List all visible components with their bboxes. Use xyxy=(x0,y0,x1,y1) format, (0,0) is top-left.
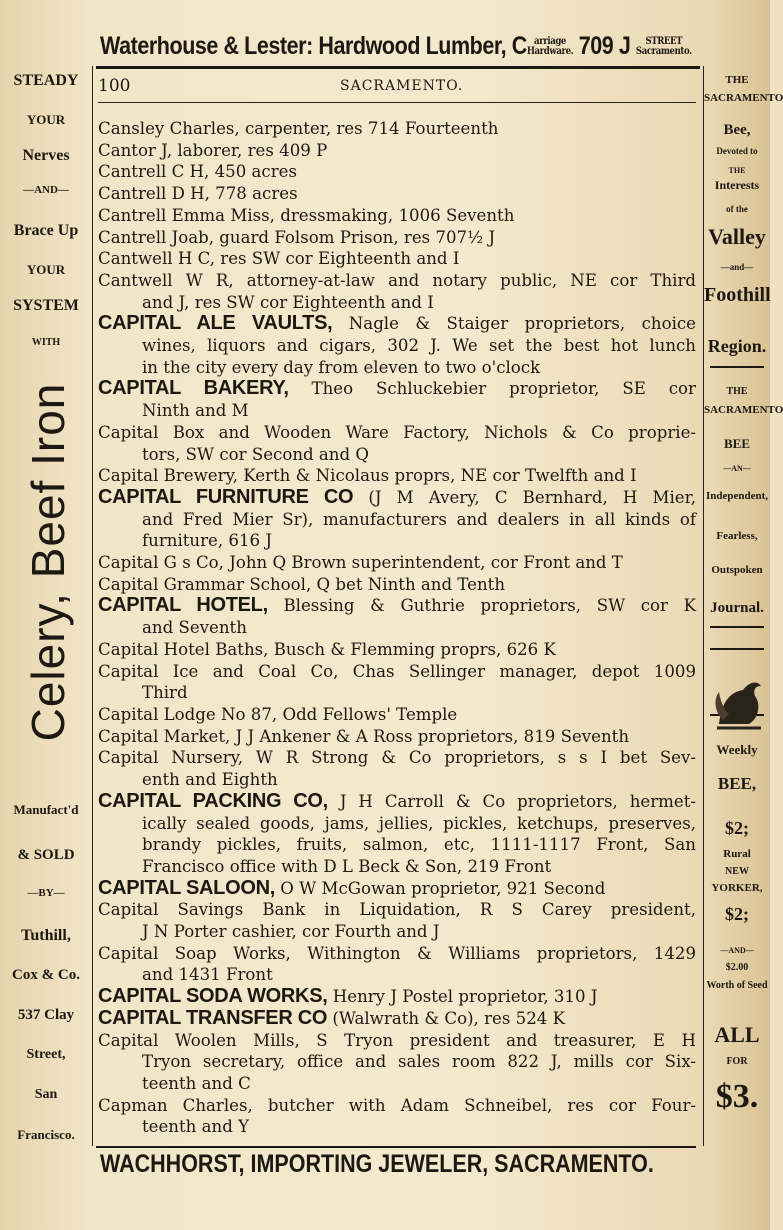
entry-text: Capital Box and Wooden Ware Factory, Nichols & Co proprie- xyxy=(98,422,696,442)
entry-text: Capital Market, J J Ankener & A Ross proprietors, 819 Seventh xyxy=(98,726,630,746)
entry-first-line xyxy=(98,943,696,965)
entry-first-line xyxy=(98,791,696,813)
directory-entry xyxy=(98,899,696,942)
entry-first-line xyxy=(98,378,696,400)
entry-text: Third xyxy=(142,683,188,703)
entry-text: in the city every day from eleven to two o'clock xyxy=(142,357,541,377)
entry-text: Tryon secretary, office and sales room 822 J, mills cor Six- xyxy=(142,1052,696,1072)
entry-first-line xyxy=(98,878,696,900)
entry-continuation-line xyxy=(98,444,696,466)
business-name: CAPITAL SODA WORKS, xyxy=(98,985,328,1008)
right-ad-line: THE xyxy=(726,386,748,397)
right-ad-line: $2; xyxy=(725,904,749,924)
top-ad-number: 709 J xyxy=(573,32,636,60)
right-ad-line: $2.00 xyxy=(725,962,749,973)
left-ad-line: Street, xyxy=(26,1047,66,1062)
right-ad-line: —AN— xyxy=(723,464,751,473)
top-ad-small-top: arriage xyxy=(534,36,566,48)
entry-first-line xyxy=(98,661,696,683)
entry-first-line xyxy=(98,183,696,205)
right-ad-line: SACRAMENTO xyxy=(704,92,783,104)
entry-text: Cantwell W R, attorney-at-law and notary public, NE cor Third xyxy=(98,270,696,290)
entry-first-line xyxy=(98,552,696,574)
entry-text: Capital Soap Works, Withington & Williams proprietors, 1429 xyxy=(98,943,696,963)
right-ad-line: Interests xyxy=(714,178,760,192)
entry-text: Capital Nursery, W R Strong & Co proprietors, s s I bet Sev- xyxy=(98,748,696,768)
directory-entry xyxy=(98,595,696,638)
entry-text: Capital Lodge No 87, Odd Fellows' Temple xyxy=(98,704,458,724)
entry-continuation-line xyxy=(98,617,696,639)
right-ad-line: THE xyxy=(728,166,746,175)
left-ad-line: —BY— xyxy=(27,887,65,899)
business-name: CAPITAL BAKERY, xyxy=(98,377,289,400)
directory-entry xyxy=(98,1008,696,1030)
top-ad-street-bottom: Sacramento. xyxy=(635,46,692,58)
running-head: SACRAMENTO. xyxy=(340,78,464,94)
entry-text: Capman Charles, butcher with Adam Schneibel, res cor Four- xyxy=(98,1095,696,1115)
business-name: CAPITAL SALOON, xyxy=(98,876,275,899)
right-ad-line: Journal. xyxy=(710,600,764,616)
directory-entry xyxy=(98,313,696,378)
entry-first-line xyxy=(98,639,696,661)
entry-text: wines, liquors and cigars, 302 J. We set the best hot lunch xyxy=(142,336,696,356)
rooster-icon xyxy=(709,674,765,732)
left-ad-line: San xyxy=(34,1087,58,1102)
business-name: CAPITAL FURNITURE CO xyxy=(98,485,354,508)
entry-text: and 1431 Front xyxy=(142,965,273,985)
right-ad-line: Fearless, xyxy=(716,530,758,542)
entry-first-line xyxy=(98,313,696,335)
entry-continuation-line xyxy=(98,335,696,357)
entry-first-line xyxy=(98,986,696,1008)
left-ad-line: 537 Clay xyxy=(17,1007,75,1023)
entry-first-line xyxy=(98,270,696,292)
left-ad-line: & SOLD xyxy=(17,847,75,863)
right-ad-line: YORKER, xyxy=(711,882,763,894)
bottom-advertisement: WACHHORST, IMPORTING JEWELER, SACRAMENTO. xyxy=(100,1150,654,1178)
entry-text: and Fred Mier Sr), manufacturers and dealers in all kinds of xyxy=(142,509,696,529)
entry-first-line xyxy=(98,704,696,726)
entry-text: brandy pickles, fruits, salmon, etc, 1111-1117 Front, San xyxy=(142,835,696,855)
business-name: CAPITAL PACKING CO, xyxy=(98,789,328,812)
left-ad-line: —AND— xyxy=(23,184,69,196)
entry-continuation-line xyxy=(98,1051,696,1073)
directory-entry xyxy=(98,161,696,183)
entry-text: Capital Savings Bank in Liquidation, R S Carey president, xyxy=(98,900,696,920)
left-ad-line: YOUR xyxy=(26,262,66,277)
entry-continuation-line xyxy=(98,856,696,878)
entry-text: Theo Schluckebier proprietor, SE cor xyxy=(288,379,696,399)
entry-first-line xyxy=(98,248,696,270)
right-ad-line: Weekly xyxy=(716,742,758,757)
entry-text: Cantrell Joab, guard Folsom Prison, res 707½ J xyxy=(98,227,496,247)
entry-first-line xyxy=(98,227,696,249)
entry-continuation-line xyxy=(98,292,696,314)
right-ad-line: Devoted to xyxy=(716,146,758,156)
top-ad-small-bottom: Hardware. xyxy=(526,46,574,58)
directory-entry xyxy=(98,205,696,227)
entry-first-line xyxy=(98,899,696,921)
right-ad-line: Bee, xyxy=(723,122,751,138)
directory-entry xyxy=(98,270,696,313)
top-ad-small-words xyxy=(527,37,573,57)
entry-continuation-line xyxy=(98,509,696,531)
directory-entry xyxy=(98,1095,696,1138)
right-ad-line: NEW xyxy=(725,866,749,877)
left-ad-line: Cox & Co. xyxy=(12,967,80,983)
right-ad-divider xyxy=(710,648,764,650)
entry-first-line xyxy=(98,422,696,444)
directory-entry xyxy=(98,574,696,596)
right-ad-line: of the xyxy=(726,204,748,214)
right-ad-line: BEE xyxy=(723,436,750,451)
entry-text: Nagle & Staiger proprietors, choice xyxy=(332,314,696,334)
right-ad-line: —AND— xyxy=(720,946,754,955)
right-ad-line: ALL xyxy=(714,1022,760,1047)
entry-text: ically sealed goods, jams, jellies, pickles, ketchups, preserves, xyxy=(142,813,696,833)
entry-text: (J M Avery, C Bernhard, H Mier, xyxy=(353,487,696,507)
directory-entry xyxy=(98,1030,696,1095)
directory-entry xyxy=(98,661,696,704)
entry-text: Cantwell H C, res SW cor Eighteenth and I xyxy=(98,249,460,269)
entry-first-line xyxy=(98,595,696,617)
entry-text: Capital Brewery, Kerth & Nicolaus proprs, NE cor Twelfth and I xyxy=(98,466,637,486)
right-ad-line: BEE, xyxy=(717,774,757,793)
entry-continuation-line xyxy=(98,769,696,791)
right-ad-line: Region. xyxy=(707,336,767,356)
entry-text: Ninth and M xyxy=(142,401,249,421)
entry-text: Cansley Charles, carpenter, res 714 Fourteenth xyxy=(98,119,499,138)
business-name: CAPITAL TRANSFER CO xyxy=(98,1006,328,1029)
directory-entry xyxy=(98,747,696,790)
entry-continuation-line xyxy=(98,1116,696,1138)
entry-first-line xyxy=(98,1095,696,1117)
entry-text: Cantrell D H, 778 acres xyxy=(98,184,298,204)
left-ad-line: Francisco. xyxy=(17,1127,75,1142)
left-ad-line: Tuthill, xyxy=(21,927,71,944)
top-ad-street-top: STREET xyxy=(645,36,683,48)
entry-text: Capital Woolen Mills, S Tryon president and treasurer, E H xyxy=(98,1030,696,1050)
right-ad-line: —and— xyxy=(720,262,754,272)
right-ad-divider xyxy=(710,626,764,628)
directory-entry xyxy=(98,422,696,465)
entry-text: enth and Eighth xyxy=(142,770,278,790)
right-ad-line: FOR xyxy=(726,1056,748,1067)
entry-text: Cantor J, laborer, res 409 P xyxy=(98,140,328,160)
directory-listing xyxy=(98,118,696,1138)
entry-first-line xyxy=(98,726,696,748)
entry-first-line xyxy=(98,205,696,227)
entry-text: Cantrell C H, 450 acres xyxy=(98,162,297,182)
directory-entry xyxy=(98,943,696,986)
entry-text: tors, SW cor Second and Q xyxy=(142,444,369,464)
left-ad-line: Manufact'd xyxy=(13,802,79,817)
right-ad-line: Worth of Seed xyxy=(706,980,768,991)
entry-continuation-line xyxy=(98,530,696,552)
right-ad-line: $3. xyxy=(715,1078,759,1115)
directory-entry xyxy=(98,878,696,900)
entry-first-line xyxy=(98,747,696,769)
entry-text: Francisco office with D L Beck & Son, 219 Front xyxy=(142,856,552,876)
directory-entry xyxy=(98,465,696,487)
entry-text: Capital G s Co, John Q Brown superintendent, cor Front and T xyxy=(98,553,623,573)
entry-text: and J, res SW cor Eighteenth and I xyxy=(142,292,434,312)
top-ad-main: Waterhouse & Lester: Hardwood Lumber, C xyxy=(100,32,527,60)
entry-first-line xyxy=(98,140,696,162)
entry-text: Cantrell Emma Miss, dressmaking, 1006 Seventh xyxy=(98,205,515,225)
right-ad-divider xyxy=(710,366,764,368)
page-number: 100 xyxy=(98,76,131,96)
entry-text: Capital Hotel Baths, Busch & Flemming proprs, 626 K xyxy=(98,639,556,659)
entry-continuation-line xyxy=(98,834,696,856)
entry-text: Henry J Postel proprietor, 310 J xyxy=(327,987,598,1007)
directory-entry xyxy=(98,183,696,205)
entry-text: furniture, 616 J xyxy=(142,531,273,551)
directory-entry xyxy=(98,726,696,748)
entry-first-line xyxy=(98,161,696,183)
entry-text: (Walwrath & Co), res 524 K xyxy=(327,1008,565,1028)
directory-entry xyxy=(98,552,696,574)
entry-continuation-line xyxy=(98,1073,696,1095)
right-ad-line: Rural xyxy=(723,848,751,860)
entry-continuation-line xyxy=(98,400,696,422)
left-ad-line: STEADY xyxy=(13,72,79,89)
entry-first-line xyxy=(98,118,696,140)
entry-text: O W McGowan proprietor, 921 Second xyxy=(275,878,606,898)
left-ad-line: Brace Up xyxy=(13,222,79,239)
entry-continuation-line xyxy=(98,357,696,379)
entry-text: Capital Ice and Coal Co, Chas Sellinger manager, depot 1009 xyxy=(98,661,696,681)
left-ad-vertical xyxy=(0,362,108,762)
top-ad-street xyxy=(636,37,692,57)
directory-entry xyxy=(98,140,696,162)
left-ad-line: Nerves xyxy=(22,147,70,164)
top-rule xyxy=(96,66,700,69)
directory-entry xyxy=(98,227,696,249)
entry-first-line xyxy=(98,1030,696,1052)
entry-text: J N Porter cashier, cor Fourth and J xyxy=(142,922,440,942)
entry-text: Capital Grammar School, Q bet Ninth and Tenth xyxy=(98,574,506,594)
right-ad-line: SACRAMENTO xyxy=(704,404,783,416)
entry-text: teenth and C xyxy=(142,1073,251,1093)
directory-entry xyxy=(98,378,696,421)
directory-entry xyxy=(98,986,696,1008)
entry-continuation-line xyxy=(98,682,696,704)
bottom-rule xyxy=(96,1146,696,1148)
right-ad-line: Foothill xyxy=(704,284,771,306)
right-ad-line: Independent, xyxy=(705,490,769,502)
right-ad-line: $2; xyxy=(725,818,749,838)
entry-first-line xyxy=(98,465,696,487)
business-name: CAPITAL HOTEL, xyxy=(98,594,268,617)
directory-entry xyxy=(98,639,696,661)
directory-entry xyxy=(98,704,696,726)
entry-continuation-line xyxy=(98,921,696,943)
entry-text: and Seventh xyxy=(142,618,247,638)
entry-continuation-line xyxy=(98,964,696,986)
entry-first-line xyxy=(98,574,696,596)
right-margin-advertisement xyxy=(704,66,783,1146)
business-name: CAPITAL ALE VAULTS, xyxy=(98,312,333,335)
entry-text: Blessing & Guthrie proprietors, SW cor K xyxy=(267,596,696,616)
entry-first-line xyxy=(98,1008,696,1030)
directory-entry xyxy=(98,248,696,270)
directory-entry xyxy=(98,118,696,140)
entry-text: teenth and Y xyxy=(142,1117,250,1137)
directory-entry xyxy=(98,487,696,552)
right-ad-line: Valley xyxy=(708,224,766,249)
entry-text: J H Carroll & Co proprietors, hermet- xyxy=(327,791,696,811)
entry-first-line xyxy=(98,487,696,509)
top-advertisement xyxy=(100,32,692,66)
entry-continuation-line xyxy=(98,813,696,835)
left-ad-line: WITH xyxy=(31,337,61,348)
left-ad-vertical-text: Celery, Beef Iron xyxy=(22,382,74,742)
right-ad-line: THE xyxy=(725,74,749,86)
directory-entry xyxy=(98,791,696,878)
right-ad-line: Outspoken xyxy=(711,564,763,576)
left-ad-line: YOUR xyxy=(26,112,66,127)
left-ad-line: SYSTEM xyxy=(13,297,79,314)
header-rule xyxy=(98,102,696,103)
